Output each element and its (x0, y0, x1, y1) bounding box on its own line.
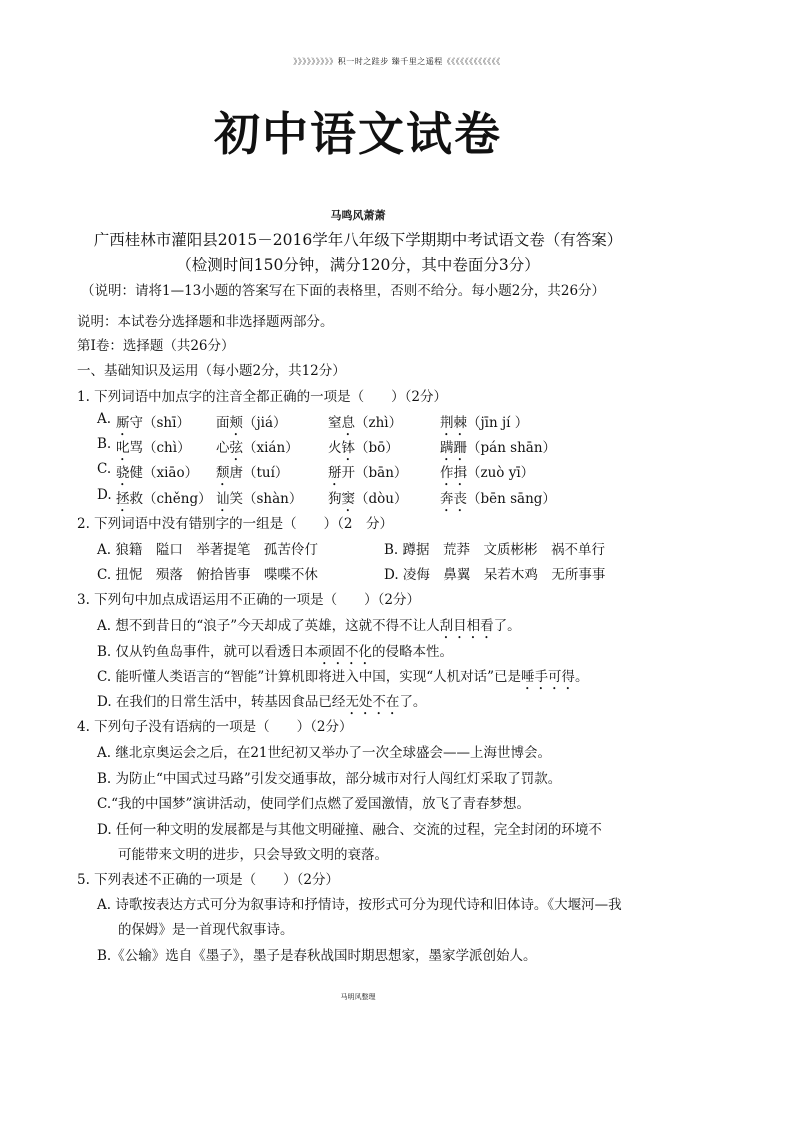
paper-explain: 说明：本试卷分选择题和非选择题两部分。 (77, 314, 334, 330)
question-4-stem: 4. 下列句子没有语病的一项是（ ）（2分） (77, 719, 353, 735)
author-line: 马鸣风萧萧 (330, 209, 386, 222)
dotted-character: 弦 (229, 440, 243, 456)
question-1-option-label: C. (97, 461, 112, 477)
dotted-character: 荆棘 (440, 415, 467, 431)
exam-time-line: （检测时间150分钟，满分120分，其中卷面分3分） (176, 256, 540, 274)
emphasized-idiom: 无处不在 (345, 694, 400, 710)
question-2-option-b: B. 蹲据 荒莽 文质彬彬 祸不单行 (384, 542, 606, 558)
header-motto: 》》》》》》》》》积一时之跬步 臻千里之遥程《《《《《《《《《《《《 (293, 57, 501, 66)
question-3-option-b: B. 仅从钓鱼岛事件，就可以看透日本顽固不化的侵略本性。 (97, 644, 454, 660)
question-1-option-word: 狗窦（dòu） (328, 491, 408, 507)
question-1-option-label: D. (97, 487, 112, 503)
dotted-character: 蹒跚 (440, 440, 467, 456)
question-1-option-label: B. (97, 436, 112, 452)
dotted-character: 叱 (116, 440, 130, 456)
question-3-option-c: C. 能听懂人类语言的“智能”计算机即将进入中国，实现“人机对话”已是唾手可得。 (97, 669, 589, 685)
question-1-option-word: 荆棘（jīn jí ） (440, 415, 529, 431)
dotted-character: 颊 (229, 415, 243, 431)
answer-note: （说明：请将1—13小题的答案写在下面的表格里，否则不给分。每小题2分，共26分） (81, 283, 606, 299)
part-one-heading: 第Ⅰ卷：选择题（共26分） (77, 338, 235, 354)
page-footer: 马明风整理 (340, 993, 376, 1001)
question-5-option-a: A. 诗歌按表达方式可分为叙事诗和抒情诗，按形式可分为现代诗和旧体诗。《大堰河—我 (97, 897, 622, 913)
question-1-option-word: 窒息（zhì） (328, 415, 403, 431)
question-1-option-word: 叱骂（chì） (116, 440, 191, 456)
question-1-option-word: 颓唐（tuí） (216, 465, 289, 481)
question-5-option-a-continued: 的保姆》是一首现代叙事诗。 (118, 922, 294, 938)
question-1-option-word: 作揖（zuò yī） (440, 465, 535, 481)
section-one-heading: 一、基础知识及运用（每小题2分，共12分） (77, 363, 346, 379)
dotted-character: 作揖 (440, 465, 467, 481)
dotted-character: 窦 (341, 491, 355, 507)
dotted-character: 奔丧 (440, 491, 467, 507)
question-3-stem: 3. 下列句中加点成语运用不正确的一项是（ ）（2分） (77, 592, 421, 608)
question-1-option-word: 蹒跚（pán shān） (440, 440, 557, 456)
question-4-option-c: C.“我的中国梦”演讲活动，使同学们点燃了爱国激情，放飞了青春梦想。 (97, 796, 530, 812)
question-4-option-b: B. 为防止“中国式过马路”引发交通事故，部分城市对行人闯红灯采取了罚款。 (97, 771, 562, 787)
question-1-stem: 1. 下列词语中加点字的注音全都正确的一项是（ ）（2分） (77, 389, 448, 405)
page-title: 初中语文试卷 (214, 107, 502, 161)
emphasized-idiom: 刮目相看 (439, 618, 494, 634)
question-1-option-word: 奔丧（bēn sāng） (440, 491, 556, 507)
question-1-option-word: 厮守（shī） (116, 415, 190, 431)
dotted-character: 厮 (116, 415, 130, 431)
question-1-option-word: 拯救（chěng） (116, 491, 212, 507)
dotted-character: 骁 (116, 465, 130, 481)
question-1-option-word: 骁健（xiāo） (116, 465, 199, 481)
dotted-character: 掰 (328, 465, 342, 481)
question-1-option-word: 心弦（xián） (216, 440, 299, 456)
question-1-option-word: 面颊（jiá） (216, 415, 287, 431)
dotted-character: 息 (341, 415, 355, 431)
dotted-character: 拯 (116, 491, 130, 507)
question-1-option-word: 火钵（bō） (328, 440, 399, 456)
question-4-option-d-continued: 可能带来文明的进步，只会导致文明的衰落。 (118, 847, 388, 863)
question-1-option-word: 掰开（bān） (328, 465, 408, 481)
question-5-option-b: B.《公输》选自《墨子》，墨子是春秋战国时期思想家，墨家学派创始人。 (97, 948, 537, 964)
dotted-character: 颓 (216, 465, 230, 481)
question-5-stem: 5. 下列表述不正确的一项是（ ）（2分） (77, 872, 340, 888)
emphasized-idiom: 顽固不化 (318, 644, 373, 660)
dotted-character: 讪 (216, 491, 230, 507)
exam-title: 广西桂林市灌阳县2015－2016学年八年级下学期期中考试语文卷（有答案） (93, 231, 623, 249)
question-2-option-c: C. 扭怩 殒落 俯拾皆事 喋喋不休 (97, 567, 318, 583)
question-3-option-d: D. 在我们的日常生活中，转基因食品已经无处不在了。 (97, 694, 427, 710)
question-2-option-a: A. 狼籍 隘口 举著提笔 孤苦伶仃 (97, 542, 318, 558)
question-2-stem: 2. 下列词语中没有错别字的一组是（ ）（2 分） (77, 516, 394, 532)
question-1-option-word: 讪笑（shàn） (216, 491, 303, 507)
question-2-option-d: D. 凌侮 鼻翼 呆若木鸡 无所事事 (384, 567, 606, 583)
question-3-option-a: A. 想不到昔日的“浪子”今天却成了英雄，这就不得不让人刮目相看了。 (97, 618, 521, 634)
question-4-option-d: D. 任何一种文明的发展都是与其他文明碰撞、融合、交流的过程，完全封闭的环境不 (97, 822, 602, 838)
question-4-option-a: A. 继北京奥运会之后，在21世纪初又举办了一次全球盛会——上海世博会。 (97, 745, 552, 761)
dotted-character: 钵 (341, 440, 355, 456)
question-1-option-label: A. (97, 411, 112, 427)
emphasized-idiom: 唾手可得 (521, 669, 576, 685)
